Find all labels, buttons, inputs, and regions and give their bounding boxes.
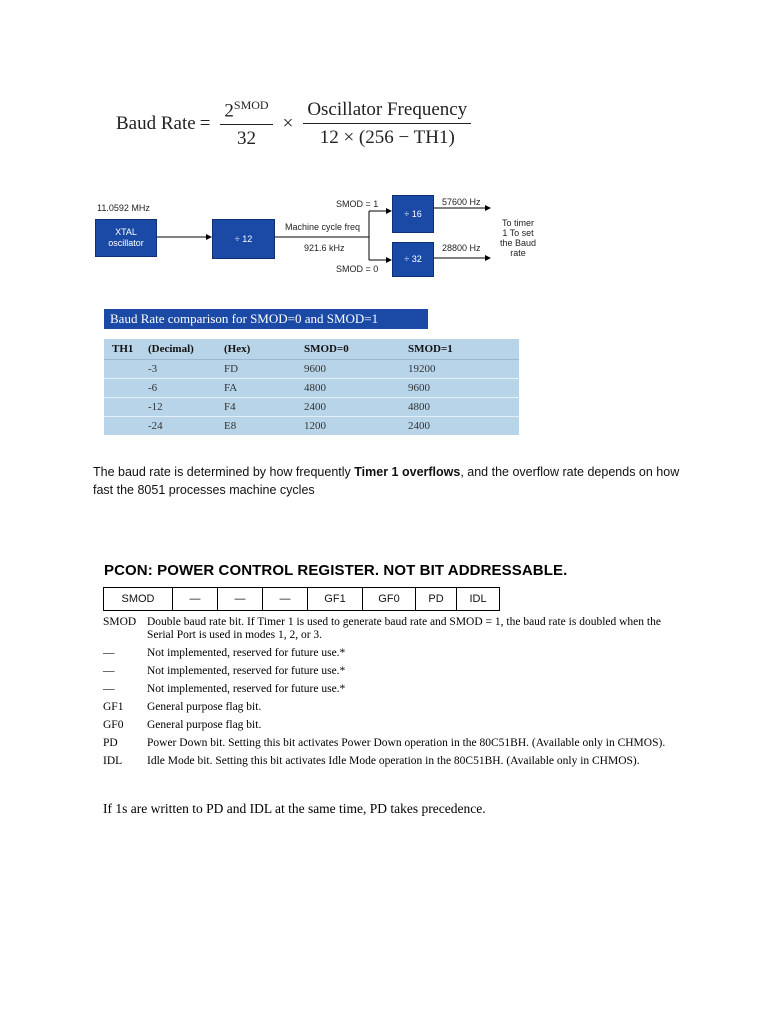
header-smod0: SMOD=0 <box>304 339 408 360</box>
definition-row <box>103 683 668 696</box>
diagram-arrows <box>93 192 553 282</box>
formula-osc-denominator: 12 × (256 − TH1) <box>319 127 455 148</box>
bit-reserved-4: — <box>263 588 308 611</box>
bit-pd: PD <box>416 588 457 611</box>
comparison-table-title: Baud Rate comparison for SMOD=0 and SMOD=1 <box>104 309 428 329</box>
cell-decimal: -3 <box>148 360 224 379</box>
pcon-register-bits <box>103 587 500 611</box>
formula-fraction-osc <box>303 99 471 149</box>
bit-reserved-6: — <box>173 588 218 611</box>
formula-fraction-smod <box>220 98 272 150</box>
bit-gf1: GF1 <box>308 588 363 611</box>
def-key: — <box>103 647 115 659</box>
bit-reserved-5: — <box>218 588 263 611</box>
bit-smod: SMOD <box>104 588 173 611</box>
def-key: PD <box>103 737 118 749</box>
def-text: Not implemented, reserved for future use.* <box>147 647 346 659</box>
paragraph-text-end: , and the overflow rate depends on how fast the 8051 processes machine cycles <box>93 464 680 497</box>
definition-row <box>103 701 668 714</box>
pcon-title: PCON: POWER CONTROL REGISTER. NOT BIT ADDRESSABLE. <box>104 562 568 579</box>
definition-row <box>103 616 668 642</box>
pcon-precedence-note: If 1s are written to PD and IDL at the same time, PD takes precedence. <box>103 801 486 816</box>
def-key: — <box>103 665 115 677</box>
formula-lhs: Baud Rate <box>116 113 196 134</box>
table-row <box>104 379 519 398</box>
cell-hex: E8 <box>224 420 237 432</box>
cell-smod1: 19200 <box>408 360 519 379</box>
cell-smod0: 2400 <box>304 398 408 417</box>
def-text: Power Down bit. Setting this bit activates Power Down operation in the 80C51BH. (Available only in CHMOS). <box>147 737 666 749</box>
paragraph-bold-phrase: Timer 1 overflows <box>354 464 461 479</box>
output-57600: 57600 Hz <box>442 197 481 207</box>
cell-smod0: 1200 <box>304 420 326 432</box>
paragraph-text-start: The baud rate is determined by how frequently <box>93 464 355 479</box>
cell-hex: F4 <box>224 398 304 417</box>
def-text: Not implemented, reserved for future use.* <box>147 683 346 695</box>
cell-decimal: -6 <box>148 379 224 398</box>
cell-smod1: 4800 <box>408 398 519 417</box>
header-smod1: SMOD=1 <box>408 339 519 360</box>
def-text: Not implemented, reserved for future use.* <box>147 665 346 677</box>
cell-smod1: 9600 <box>408 379 519 398</box>
bit-idl: IDL <box>457 588 500 611</box>
definition-row <box>103 755 668 768</box>
formula-equals: = <box>199 113 211 134</box>
def-key: GF0 <box>103 719 124 731</box>
machine-cycle-freq: 921.6 kHz <box>304 243 345 253</box>
formula-times: × <box>282 113 294 134</box>
timer-note <box>495 218 541 258</box>
baud-block-diagram <box>93 192 553 282</box>
def-text: General purpose flag bit. <box>147 719 262 731</box>
def-key: GF1 <box>103 701 124 713</box>
def-text: General purpose flag bit. <box>147 701 262 713</box>
header-decimal: (Decimal) <box>148 339 224 360</box>
xtal-oscillator-block <box>95 219 157 257</box>
cell-smod0: 9600 <box>304 360 408 379</box>
definition-row <box>103 737 668 750</box>
formula-denominator-32: 32 <box>237 128 256 150</box>
cell-decimal: -24 <box>148 420 163 432</box>
timer-note-line3: the Baud <box>499 238 537 248</box>
timer-note-line2: 1 To set <box>502 228 534 238</box>
table-row <box>104 398 519 417</box>
definition-row <box>103 719 668 732</box>
divide-by-12-block: ÷ 12 <box>212 219 275 259</box>
formula-osc-numerator: Oscillator Frequency <box>303 99 471 124</box>
xtal-frequency: 11.0592 MHz <box>97 203 150 213</box>
header-th1: TH1 <box>104 339 148 360</box>
timer-note-line1: To timer <box>501 218 534 228</box>
table-header-row <box>104 339 519 360</box>
def-key: IDL <box>103 755 123 767</box>
def-text: Idle Mode bit. Setting this bit activates Idle Mode operation in the 80C51BH. (Available only in CHMOS). <box>147 755 640 767</box>
xtal-line2: oscillator <box>108 238 144 248</box>
cell-hex: FD <box>224 360 304 379</box>
machine-cycle-label: Machine cycle freq <box>285 222 361 232</box>
timer-note-line4: rate <box>510 248 526 258</box>
cell-smod1: 2400 <box>408 420 430 432</box>
cell-smod0: 4800 <box>304 379 408 398</box>
xtal-line1: XTAL <box>115 227 137 237</box>
formula-base: 2 <box>224 100 234 122</box>
divide-by-16-block: ÷ 16 <box>392 195 434 233</box>
explanation-paragraph <box>93 463 683 499</box>
def-key: — <box>103 683 115 695</box>
formula-exponent: SMOD <box>233 97 269 112</box>
definition-row <box>103 665 668 678</box>
baud-comparison-table <box>104 339 519 435</box>
def-text: Double baud rate bit. If Timer 1 is used to generate baud rate and SMOD = 1, the baud rate is doubled when the Serial Port is used in modes 1, 2, or 3. <box>147 616 661 641</box>
pcon-bit-definitions <box>103 616 668 773</box>
definition-row <box>103 647 668 660</box>
cell-hex: FA <box>224 379 304 398</box>
bit-gf0: GF0 <box>363 588 416 611</box>
table-row <box>104 360 519 379</box>
header-hex: (Hex) <box>224 339 304 360</box>
cell-decimal: -12 <box>148 398 224 417</box>
smod-1-label: SMOD = 1 <box>336 199 379 209</box>
table-row <box>104 417 519 436</box>
divide-by-32-block: ÷ 32 <box>392 242 434 277</box>
smod-0-label: SMOD = 0 <box>336 264 379 274</box>
def-key: SMOD <box>103 616 137 628</box>
baud-rate-formula <box>116 98 477 150</box>
output-28800: 28800 Hz <box>442 243 481 253</box>
